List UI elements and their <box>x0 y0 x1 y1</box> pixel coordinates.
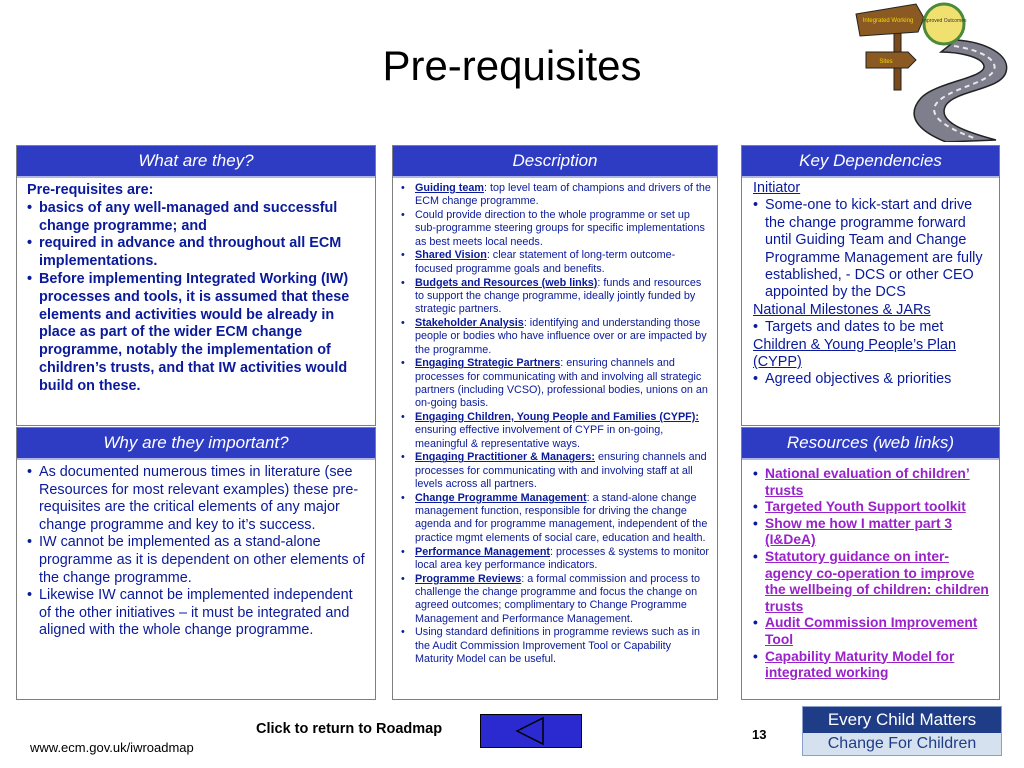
description-link-strategic-partners[interactable]: Engaging Strategic Partners <box>415 357 561 370</box>
resource-link-national-evaluation[interactable]: National evaluation of children’ trusts <box>765 466 970 498</box>
resource-link-audit-commission[interactable]: Audit Commission Improvement Tool <box>765 615 978 647</box>
description-link-stakeholder[interactable]: Stakeholder Analysis <box>415 316 524 329</box>
description-item: • Shared Vision: clear statement of long-term outcome-focused programme goals and benefits. <box>401 249 711 276</box>
resource-link-item <box>753 615 993 648</box>
what-header: What are they? <box>17 146 375 178</box>
description-panel <box>392 145 718 700</box>
resources-panel <box>741 427 1000 700</box>
what-panel <box>16 145 376 426</box>
what-body <box>17 178 375 400</box>
sign-integrated-working: Integrated Working <box>862 18 914 24</box>
resource-link-item <box>753 549 993 615</box>
description-link-programme-reviews[interactable]: Programme Reviews <box>415 572 522 585</box>
resource-link-item <box>753 649 993 682</box>
description-item: • Guiding team: top level team of champions and drivers of the ECM change programme. <box>401 182 711 209</box>
description-item: • Engaging Practitioner & Managers: ensuring channels and processes for communicating with and involving staff at all levels across all partners. <box>401 451 711 491</box>
footer-url: www.ecm.gov.uk/iwroadmap <box>30 740 194 755</box>
milestones-item: • Targets and dates to be met <box>753 319 993 336</box>
resource-link-targeted-youth[interactable]: Targeted Youth Support toolkit <box>765 499 966 515</box>
description-header: Description <box>393 146 717 178</box>
description-link-practitioner[interactable]: Engaging Practitioner & Managers: <box>415 451 595 464</box>
description-item: • Change Programme Management: a stand-alone change management function, responsible for driving the change agenda and for programme management, independent of the practice mgmt elements of social care, education and health. <box>401 492 711 545</box>
description-link-change-mgmt[interactable]: Change Programme Management <box>415 491 587 504</box>
resource-link-statutory-guidance[interactable]: Statutory guidance on inter-agency co-operation to improve the wellbeing of children: children trusts <box>765 548 989 614</box>
initiator-heading: Initiator <box>753 180 801 196</box>
description-item: • Using standard definitions in programme reviews such as in the Audit Commission Improvement Tool or Capability Maturity Model can be useful. <box>401 626 711 666</box>
what-item: • basics of any well-managed and successful change programme; and <box>27 200 367 236</box>
page-number: 13 <box>752 727 767 742</box>
description-link-shared-vision[interactable]: Shared Vision <box>415 249 487 262</box>
description-item: • Engaging Strategic Partners: ensuring channels and processes for communicating with and involving all strategic partners (including VCSO), professional bodies, unions on an on-going basis. <box>401 357 711 410</box>
description-body <box>393 178 717 669</box>
description-item: • Engaging Children, Young People and Families (CYPF): ensuring effective involvement of CYPF in on-going, meaningful & representative ways. <box>401 411 711 451</box>
back-to-roadmap-button[interactable] <box>480 714 582 748</box>
what-item: • Before implementing Integrated Working (IW) processes and tools, it is assumed that these elements and activities would be already in place as part of the wider ECM change programme, notably the implementation of children’s trusts, and that IW activities would build on these. <box>27 271 367 396</box>
resource-link-item <box>753 516 993 549</box>
cypp-item: • Agreed objectives & priorities <box>753 371 993 388</box>
what-item: • required in advance and throughout all ECM implementations. <box>27 235 367 271</box>
left-arrow-icon <box>481 715 581 747</box>
description-link-guiding-team[interactable]: Guiding team <box>415 182 484 194</box>
what-intro: Pre-requisites are: <box>27 182 154 198</box>
why-panel <box>16 427 376 700</box>
why-header: Why are they important? <box>17 428 375 460</box>
why-body <box>17 460 375 644</box>
resource-link-item <box>753 499 993 516</box>
dependencies-body <box>742 178 999 393</box>
why-item: • IW cannot be implemented as a stand-alone programme as it is dependent on other elements of the change programme. <box>27 534 367 587</box>
description-link-budgets[interactable]: Budgets and Resources (web links) <box>415 276 598 289</box>
description-link-performance[interactable]: Performance Management <box>415 545 551 558</box>
why-item: • As documented numerous times in literature (see Resources for most relevant examples) these pre-requisites are the critical elements of any major change programme and key to it’s success. <box>27 464 367 534</box>
initiator-item: • Some-one to kick-start and drive the change programme forward until Guiding Team and Change Programme Management are fully established, - DCS or other CEO appointed by the DCS <box>753 197 993 301</box>
logo-top-text: Every Child Matters <box>803 707 1001 733</box>
resource-link-capability-maturity[interactable]: Capability Maturity Model for integrated working <box>765 648 955 681</box>
dependencies-header: Key Dependencies <box>742 146 999 178</box>
resources-body <box>742 460 999 686</box>
description-item: • Budgets and Resources (web links): funds and resources to support the change programme, ideally jointly funded by strategic partners. <box>401 277 711 317</box>
sign-improved-outcomes: Improved Outcomes <box>921 18 967 24</box>
description-item: • Stakeholder Analysis: identifying and understanding those people or bodies who have influence over or are impacted by the programme. <box>401 317 711 357</box>
dependencies-panel <box>741 145 1000 426</box>
logo-bottom-text: Change For Children <box>803 733 1001 755</box>
why-item: • Likewise IW cannot be implemented independent of the other initiatives – it must be integrated and aligned with the whole change programme. <box>27 587 367 640</box>
every-child-matters-logo <box>802 706 1002 756</box>
description-item: • Performance Management: processes & systems to monitor local area key performance indicators. <box>401 546 711 573</box>
description-item: • Could provide direction to the whole programme or set up sub-programme steering groups for specific implementations as best meets local needs. <box>401 209 711 249</box>
page-title: Pre-requisites <box>382 42 642 89</box>
description-item: • Programme Reviews: a formal commission and process to challenge the change programme and focus the change on agreed outcomes; complimentary to Change Programme Management and Performance Management. <box>401 573 711 626</box>
cypp-heading: Children & Young People’s Plan (CYPP) <box>753 336 956 371</box>
sign-sites: Sites <box>879 59 893 65</box>
milestones-heading: National Milestones & JARs <box>753 301 931 318</box>
return-to-roadmap-link[interactable]: Click to return to Roadmap <box>256 721 443 737</box>
resources-header: Resources (web links) <box>742 428 999 460</box>
description-link-cypf[interactable]: Engaging Children, Young People and Families (CYPF): <box>415 411 699 424</box>
resource-link-show-me[interactable]: Show me how I matter part 3 (I&DeA) <box>765 515 953 548</box>
resource-link-item <box>753 466 993 499</box>
